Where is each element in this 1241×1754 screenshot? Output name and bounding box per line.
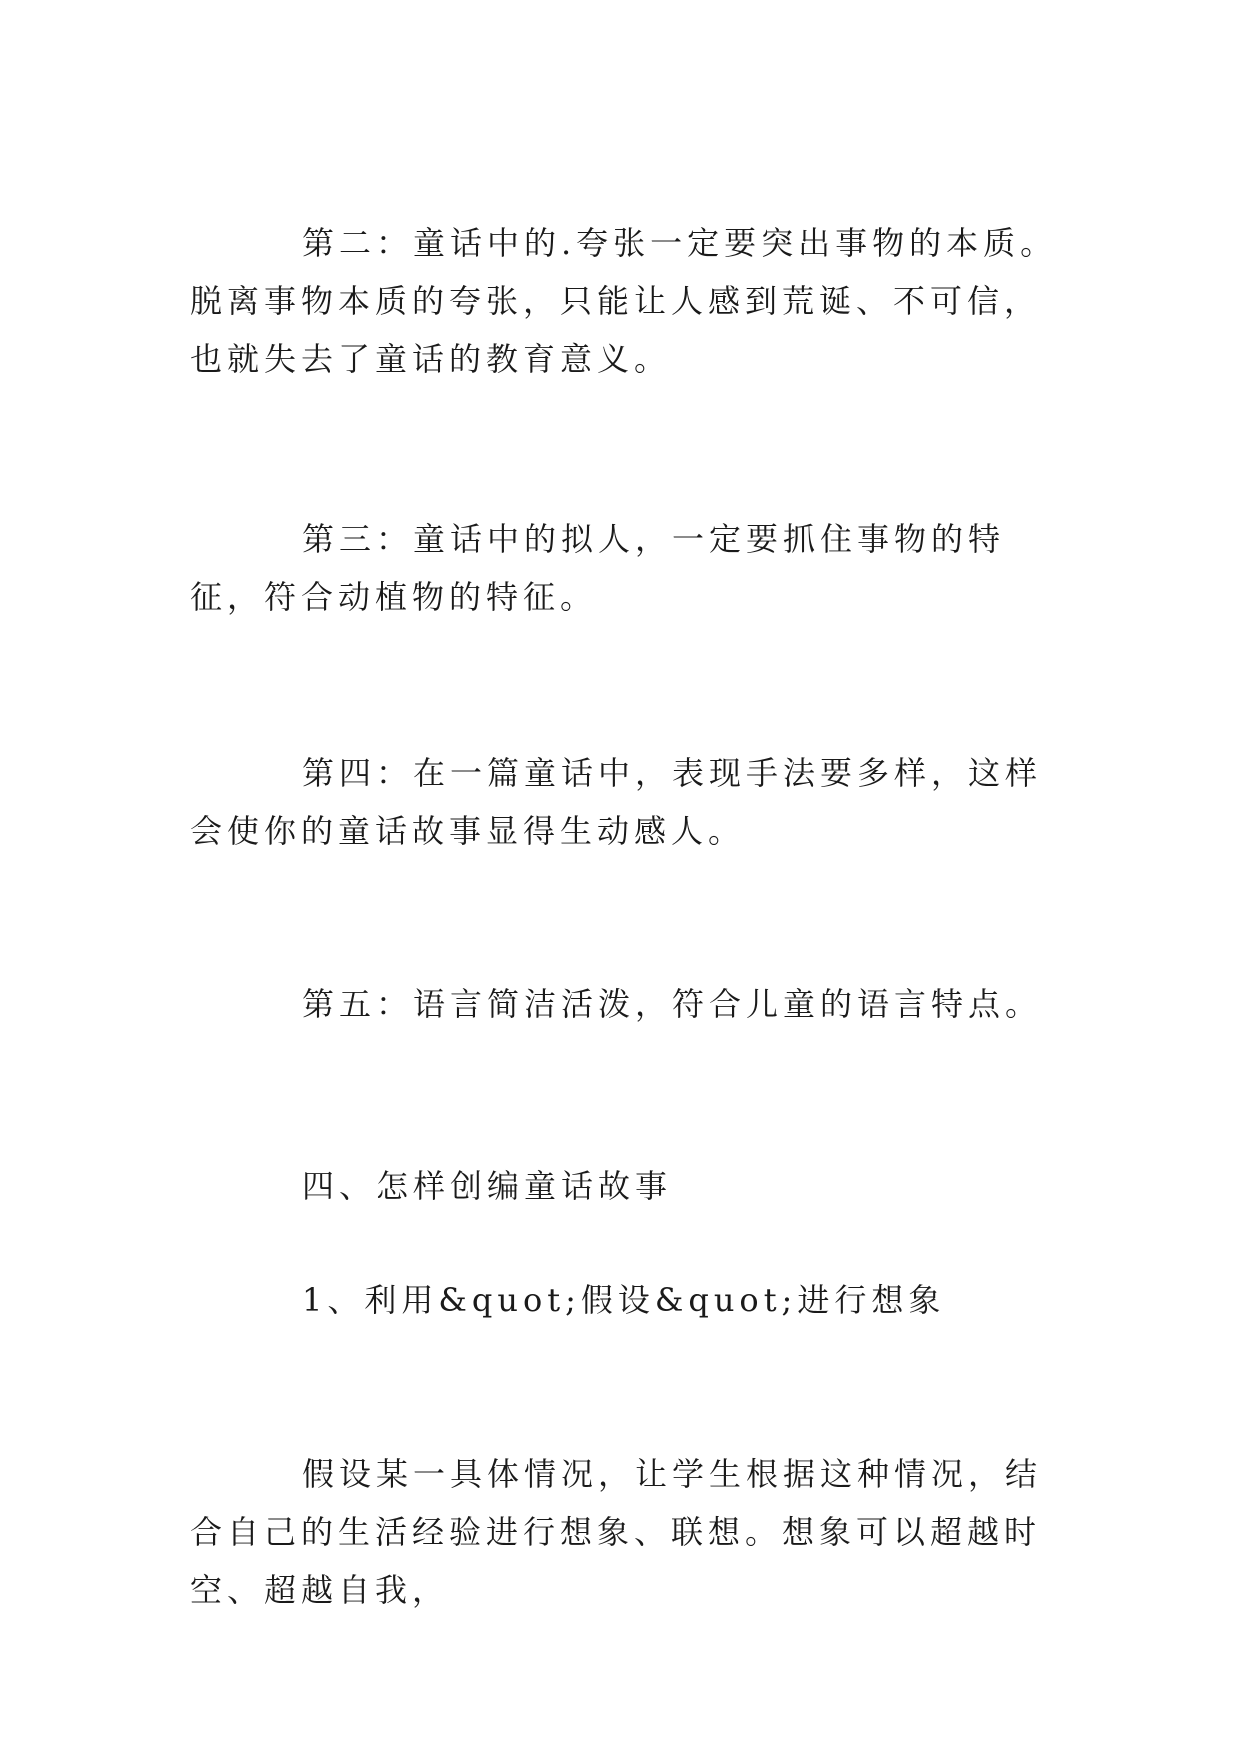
section-heading: 四、怎样创编童话故事 xyxy=(302,1167,673,1205)
paragraph-point-four: 第四：在一篇童话中，表现手法要多样，这样会使你的童话故事显得生动感人。 xyxy=(190,754,1043,850)
paragraph-point-three: 第三：童话中的拟人，一定要抓住事物的特征，符合动植物的特征。 xyxy=(190,520,1006,616)
body-paragraph: 假设某一具体情况，让学生根据这种情况，结合自己的生活经验进行想象、联想。想象可以超越时空、超越自我， xyxy=(190,1455,1043,1609)
subheading: 1、利用&quot;假设&quot;进行想象 xyxy=(302,1281,946,1319)
paragraph-point-two: 第二：童话中的.夸张一定要突出事物的本质。脱离事物本质的夸张，只能让人感到荒诞、不可信，也就失去了童话的教育意义。 xyxy=(190,224,1058,378)
paragraph-point-five: 第五：语言简洁活泼，符合儿童的语言特点。 xyxy=(302,985,1043,1023)
